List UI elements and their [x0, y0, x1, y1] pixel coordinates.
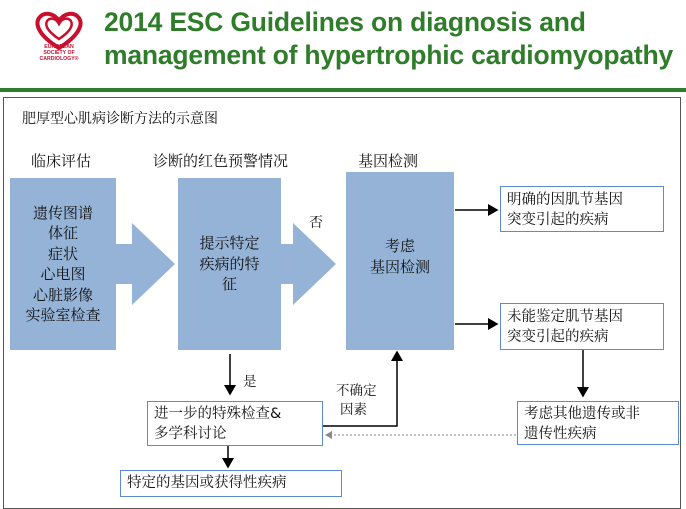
outcome-unidentified-mutation	[500, 303, 664, 350]
final-result-box	[120, 470, 342, 497]
label-uncertain-line: 不确定	[336, 383, 377, 399]
label-uncertain	[336, 382, 377, 420]
outcome-sarcomere-mutation	[500, 186, 664, 232]
clinical-item: 遗传图谱	[32, 203, 93, 222]
box-clinical-assessment	[10, 178, 116, 350]
outcome-line: 突变引起的疾病	[507, 212, 609, 228]
genetic-line: 基因检测	[369, 257, 430, 276]
slide-title-line-1: 2014 ESC Guidelines on diagnosis and	[104, 7, 586, 37]
further-tests-line: 进一步的特殊检查&	[154, 406, 282, 422]
clinical-item: 体征	[47, 224, 78, 242]
label-yes: 是	[243, 374, 257, 390]
logo-line-2: SOCIETY OF	[43, 50, 75, 56]
header-red-flags: 诊断的红色预警情况	[153, 152, 289, 170]
red-flags-line: 征	[221, 275, 237, 294]
clinical-item: 心脏影像	[32, 285, 93, 304]
header-genetic-testing: 基因检测	[358, 152, 419, 170]
block-arrow-1	[115, 223, 175, 305]
red-flags-line: 疾病的特	[199, 254, 260, 273]
red-flags-line: 提示特定	[199, 234, 260, 253]
outcome-line: 考虑其他遗传或非	[524, 406, 640, 422]
logo-line-1: EUROPEAN	[44, 44, 74, 50]
box-red-flags	[178, 178, 281, 350]
final-result-text: 特定的基因或获得性疾病	[127, 475, 287, 491]
further-tests-line: 多学科讨论	[154, 426, 227, 442]
label-uncertain-line: 因素	[340, 402, 367, 418]
slide-title-line-2: management of hypertrophic cardiomyopathy	[104, 40, 674, 70]
outcome-line: 遗传性疾病	[524, 426, 597, 442]
outcome-other-diseases	[517, 401, 679, 445]
outcome-line: 未能鉴定肌节基因	[507, 309, 623, 325]
clinical-item: 心电图	[40, 265, 86, 283]
logo-line-3: CARDIOLOGY®	[39, 56, 79, 62]
block-arrow-2	[280, 223, 336, 305]
header-clinical-assessment: 临床评估	[31, 152, 92, 170]
genetic-line: 考虑	[384, 237, 415, 255]
further-tests-box	[147, 401, 323, 446]
outcome-line: 明确的因肌节基因	[507, 192, 623, 208]
outcome-line: 突变引起的疾病	[507, 329, 609, 345]
label-no: 否	[309, 215, 323, 231]
box-genetic-testing	[346, 172, 454, 350]
clinical-item: 症状	[47, 244, 78, 263]
clinical-item: 实验室检查	[25, 306, 101, 324]
diagram-caption: 肥厚型心肌病诊断方法的示意图	[22, 111, 218, 127]
